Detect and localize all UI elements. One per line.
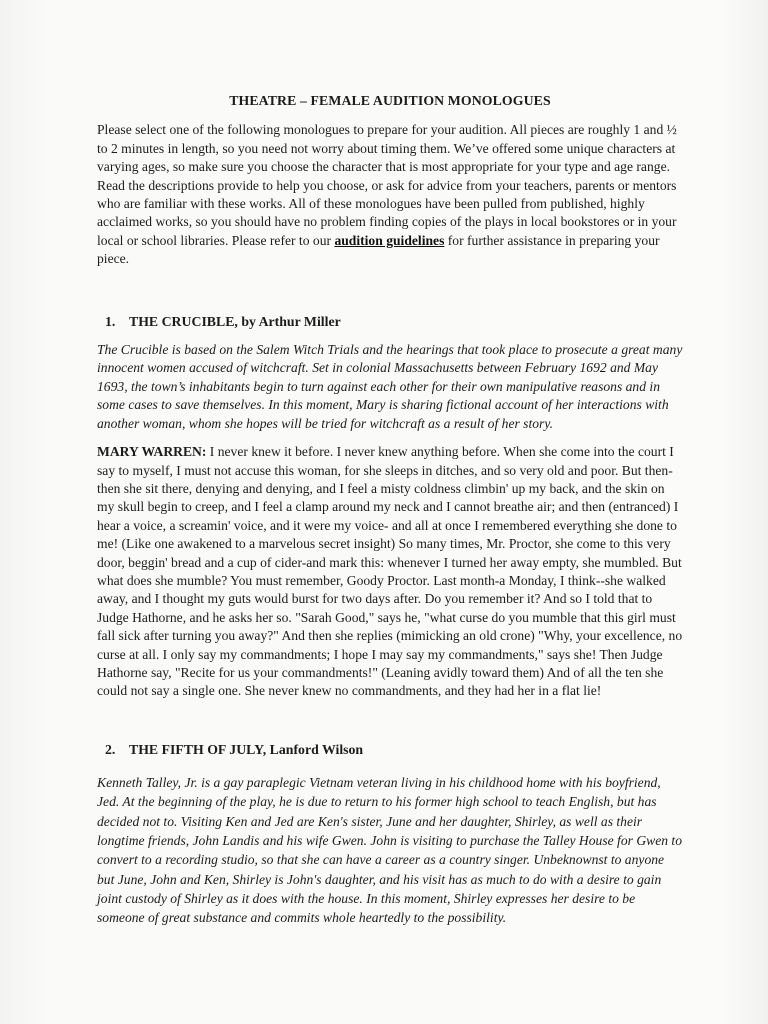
section-description: The Crucible is based on the Salem Witch Trials and the hearings that took place to prosecute a great many innocent women accused of witchcraft. Set in colonial Massachusetts between February 1692 and May 1693, the town’s inhabitants begin to turn against each other for their own manipulative reasons and in some cases to save themselves. In this moment, Mary is sharing fictional account of her interactions with another woman, whom she hopes will be tried for witchcraft as a result of her story. <box>97 342 683 431</box>
section-heading-crucible <box>105 313 683 331</box>
audition-guidelines-link[interactable]: audition guidelines <box>334 232 445 248</box>
monologue-body: I never knew it before. I never knew anything before. When she come into the court I say to myself, I must not accuse this woman, for she sleeps in ditches, and so very old and poor. But then- then she sit there, denying and denying, and I feel a misty coldness climbin' up my back, and the skin on my skull begin to creep, and I feel a clamp around my neck and I cannot breathe air; and then (entranced) I hear a voice, a screamin' voice, and it were my voice- and all at once I remembered everything she done to me! (Like one awakened to a marvelous secret insight) So many times, Mr. Proctor, she come to this very door, beggin' bread and a cup of cider-and mark this: whenever I turned her away empty, she mumbled. But what does she mumble? You must remember, Goody Proctor. Last month-a Monday, I think--she walked away, and I thought my guts would burst for two days after. Do you remember it? And so I told that to Judge Hathorne, and he asks her so. "Sarah Good," says he, "what curse do you mumble that this girl must fall sick after turning you away?" And then she replies (mimicking an old crone) "Why, your excellence, no curse at all. I only say my commandments; I hope I may say my commandments," says she! Then Judge Hathorne say, "Recite for us your commandments!" (Leaning avidly toward them) And of all the ten she could not say a single one. She never knew no commandments, and they had her in a flat lie! <box>97 444 683 699</box>
document-title: THEATRE – FEMALE AUDITION MONOLOGUES <box>229 93 551 108</box>
document-body <box>97 92 683 928</box>
section-number: 2. <box>105 741 116 757</box>
intro-paragraph <box>97 121 683 268</box>
section-title: THE CRUCIBLE, by Arthur Miller <box>129 313 341 329</box>
section-title: THE FIFTH OF JULY, <box>129 741 267 757</box>
section-heading-fifth-of-july <box>105 741 683 759</box>
monologue-text <box>97 443 683 701</box>
section-author: Lanford Wilson <box>266 741 364 757</box>
section-description: Kenneth Talley, Jr. is a gay paraplegic Vietnam veteran living in his childhood home with his boyfriend, Jed. At the beginning of the play, he is due to return to his former high school to teach English, but has decided not to. Visiting Ken and Jed are Ken's sister, June and her daughter, Shirley, as well as their longtime friends, John Landis and his wife Gwen. John is visiting to purchase the Talley House for Gwen to convert to a recording studio, so that she can have a career as a country singer. Unbeknownst to anyone but June, John and Ken, Shirley is John's daughter, and his visit has as much to do with a desire to gain joint custody of Shirley as it does with the house. In this moment, Shirley expresses her desire to be someone of great substance and commits whole heartedly to the possibility. <box>97 775 683 926</box>
section-number: 1. <box>105 313 116 329</box>
speaker-name: MARY WARREN: <box>97 444 207 460</box>
intro-text-end: for further assistance in preparing your piece. <box>97 232 660 267</box>
intro-text: Please select one of the following monologues to prepare for your audition. All pieces are roughly 1 and ½ to 2 minutes in length, so you need not worry about timing them. We’ve offered some unique characters at varying ages, so make sure you choose the character that is most appropriate for your type and age range. Read the descriptions provide to help you choose, or ask for advice from your teachers, parents or mentors who are familiar with these works. All of these monologues have been pulled from published, highly acclaimed works, so you should have no problem finding copies of the plays in local bookstores or in your local or school libraries. Please refer to our <box>97 122 677 248</box>
